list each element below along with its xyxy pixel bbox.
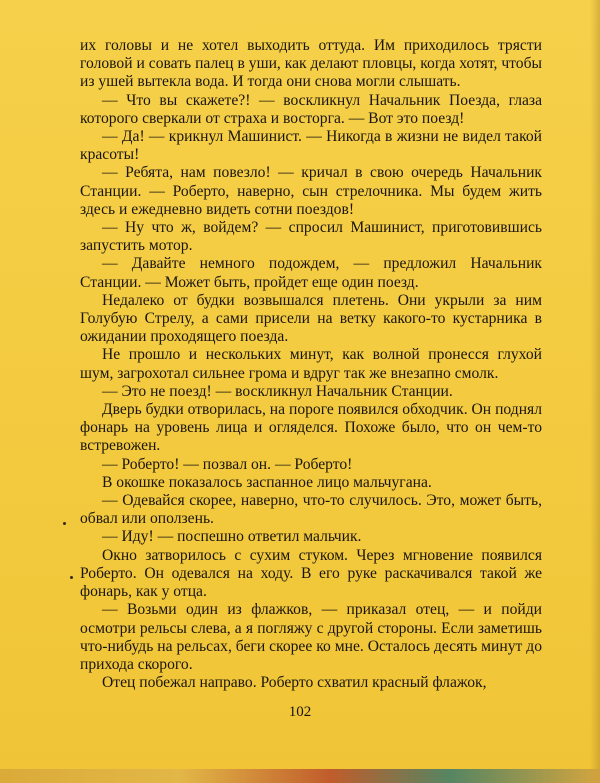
paragraph: Недалеко от будки возвышался плетень. Они укрыли за ним Голубую Стрелу, а сами присели на ветку какого-то кустарника в ожидании проходящего поезда. [80,291,542,346]
paragraph: — Ребята, нам повезло! — кричал в свою очередь Начальник Станции. — Роберто, наверно, сын стрелочника. Мы будем жить здесь и ежедневно видеть сотни поездов! [80,164,542,218]
paragraph: — Возьми один из флажков, — приказал отец, — и пойди осмотри рельсы слева, а я погляжу с другой стороны. Если заметишь что-нибудь на рельсах, беги скорее ко мне. Осталось десять минут до прихода скорого. [80,601,542,673]
body-text [80,37,542,692]
paragraph: Отец побежал направо. Роберто схватил красный флажок, [102,674,487,692]
paragraph: — Да! — крикнул Машинист. — Никогда в жизни не видел такой красоты! [80,128,542,164]
paragraph: — Ну что ж, войдем? — спросил Машинист, приготовившись запустить мотор. [80,219,542,255]
speck-mark [63,522,66,525]
paragraph: — Одевайся скорее, наверно, что-то случилось. Это, может быть, обвал или оползень. [80,492,542,528]
paragraph: их головы и не хотел выходить оттуда. Им приходилось трясти головой и совать палец в уши, как делают пловцы, когда хотят, чтобы из ушей вытекла вода. И тогда они снова могли слышать. [80,37,542,91]
paragraph: — Это не поезд! — воскликнул Начальник Станции. [102,382,453,400]
page-edge-shadow [590,0,600,783]
speck-mark [70,576,73,579]
paragraph: — Что вы скажете?! — воскликнул Начальник Поезда, глаза которого сверкали от страха и восторга. — Вот это поезд! [80,91,542,127]
paragraph: Не прошло и нескольких минут, как волной пронесся глухой шум, загрохотал сильнее грома и вдруг так же внезапно смолк. [80,346,542,382]
paragraph: В окошке показалось заспанное лицо мальчугана. [102,473,432,491]
paragraph: Дверь будки отворилась, на пороге появился обходчик. Он поднял фонарь на уровень лица и огляделся. Похоже было, что он чем-то встревожен. [80,401,542,455]
paragraph: — Давайте немного подождем, — предложил Начальник Станции. — Может быть, пройдет еще один поезд. [80,255,542,291]
page-number: 102 [288,704,312,720]
paragraph: — Роберто! — позвал он. — Роберто! [102,455,353,473]
page-bottom-strip [0,769,600,783]
paragraph: — Иду! — поспешно ответил мальчик. [102,528,362,546]
paragraph: Окно затворилось с сухим стуком. Через мгновение появился Роберто. Он одевался на ходу. В его руке раскачивался такой же фонарь, как у отца. [80,546,542,601]
